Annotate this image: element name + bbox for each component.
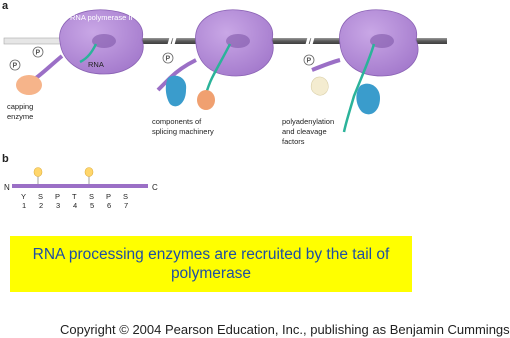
phospho-site-ser5 [85,168,93,177]
ctd-residue: S [89,192,95,201]
panel-a-letter: a [2,0,9,12]
ctd-residue-position: 5 [90,201,95,210]
splicing-component-blue [166,76,186,107]
polyA-label-line1: polyadenylation [282,117,335,126]
capping-enzyme-label-line1: capping [7,102,34,111]
phosphate-3 [163,53,173,63]
svg-text:P: P [306,57,312,65]
ctd-repeat-schematic [4,168,158,193]
ctd-residue: S [38,192,44,201]
panel-b-letter: b [2,153,9,165]
polyA-label-line2: and cleavage [282,127,327,136]
ctd-residue: P [55,192,61,201]
ctd-residue: Y [21,192,27,201]
capping-enzyme-label-line2: enzyme [7,112,34,121]
svg-text:P: P [12,62,18,70]
c-terminus-label: C [152,183,158,192]
splicing-label-line2: splicing machinery [152,127,214,136]
ctd-residue-position: 3 [56,201,61,210]
ctd-residue-position: 1 [22,201,27,210]
n-terminus-label: N [4,183,10,192]
phosphate-2 [33,47,43,57]
splicing-component-orange [197,90,215,110]
caption-box [10,236,412,292]
polyadenylation-factor-cream [311,77,328,95]
splicing-label-line1: components of [152,117,202,126]
ctd-residue: T [72,192,77,201]
ctd-residue: S [123,192,129,201]
phosphate-1 [10,60,20,70]
ctd-residue-position: 2 [39,201,44,210]
ctd-residue-position: 6 [107,201,112,210]
caption-text: RNA processing enzymes are recruited by the tail of polymerase [32,246,390,282]
svg-text:P: P [165,55,171,63]
ctd-residue: P [106,192,112,201]
ctd-residue-position: 7 [124,201,129,210]
ctd-residue-row [21,192,128,210]
polyA-label-line3: factors [282,137,305,146]
capping-enzyme-shape [16,75,42,95]
ctd-residue-position: 4 [73,201,78,210]
copyright-notice: Copyright © 2004 Pearson Education, Inc., publishing as Benjamin Cummings [60,322,510,337]
rna-polymerase-label: RNA polymerase II [70,13,133,22]
phospho-site-ser2 [34,168,42,177]
svg-text:P: P [35,49,41,57]
rna-label: RNA [88,60,104,69]
phosphate-4 [304,55,314,65]
cleavage-factor-blue [356,84,380,115]
